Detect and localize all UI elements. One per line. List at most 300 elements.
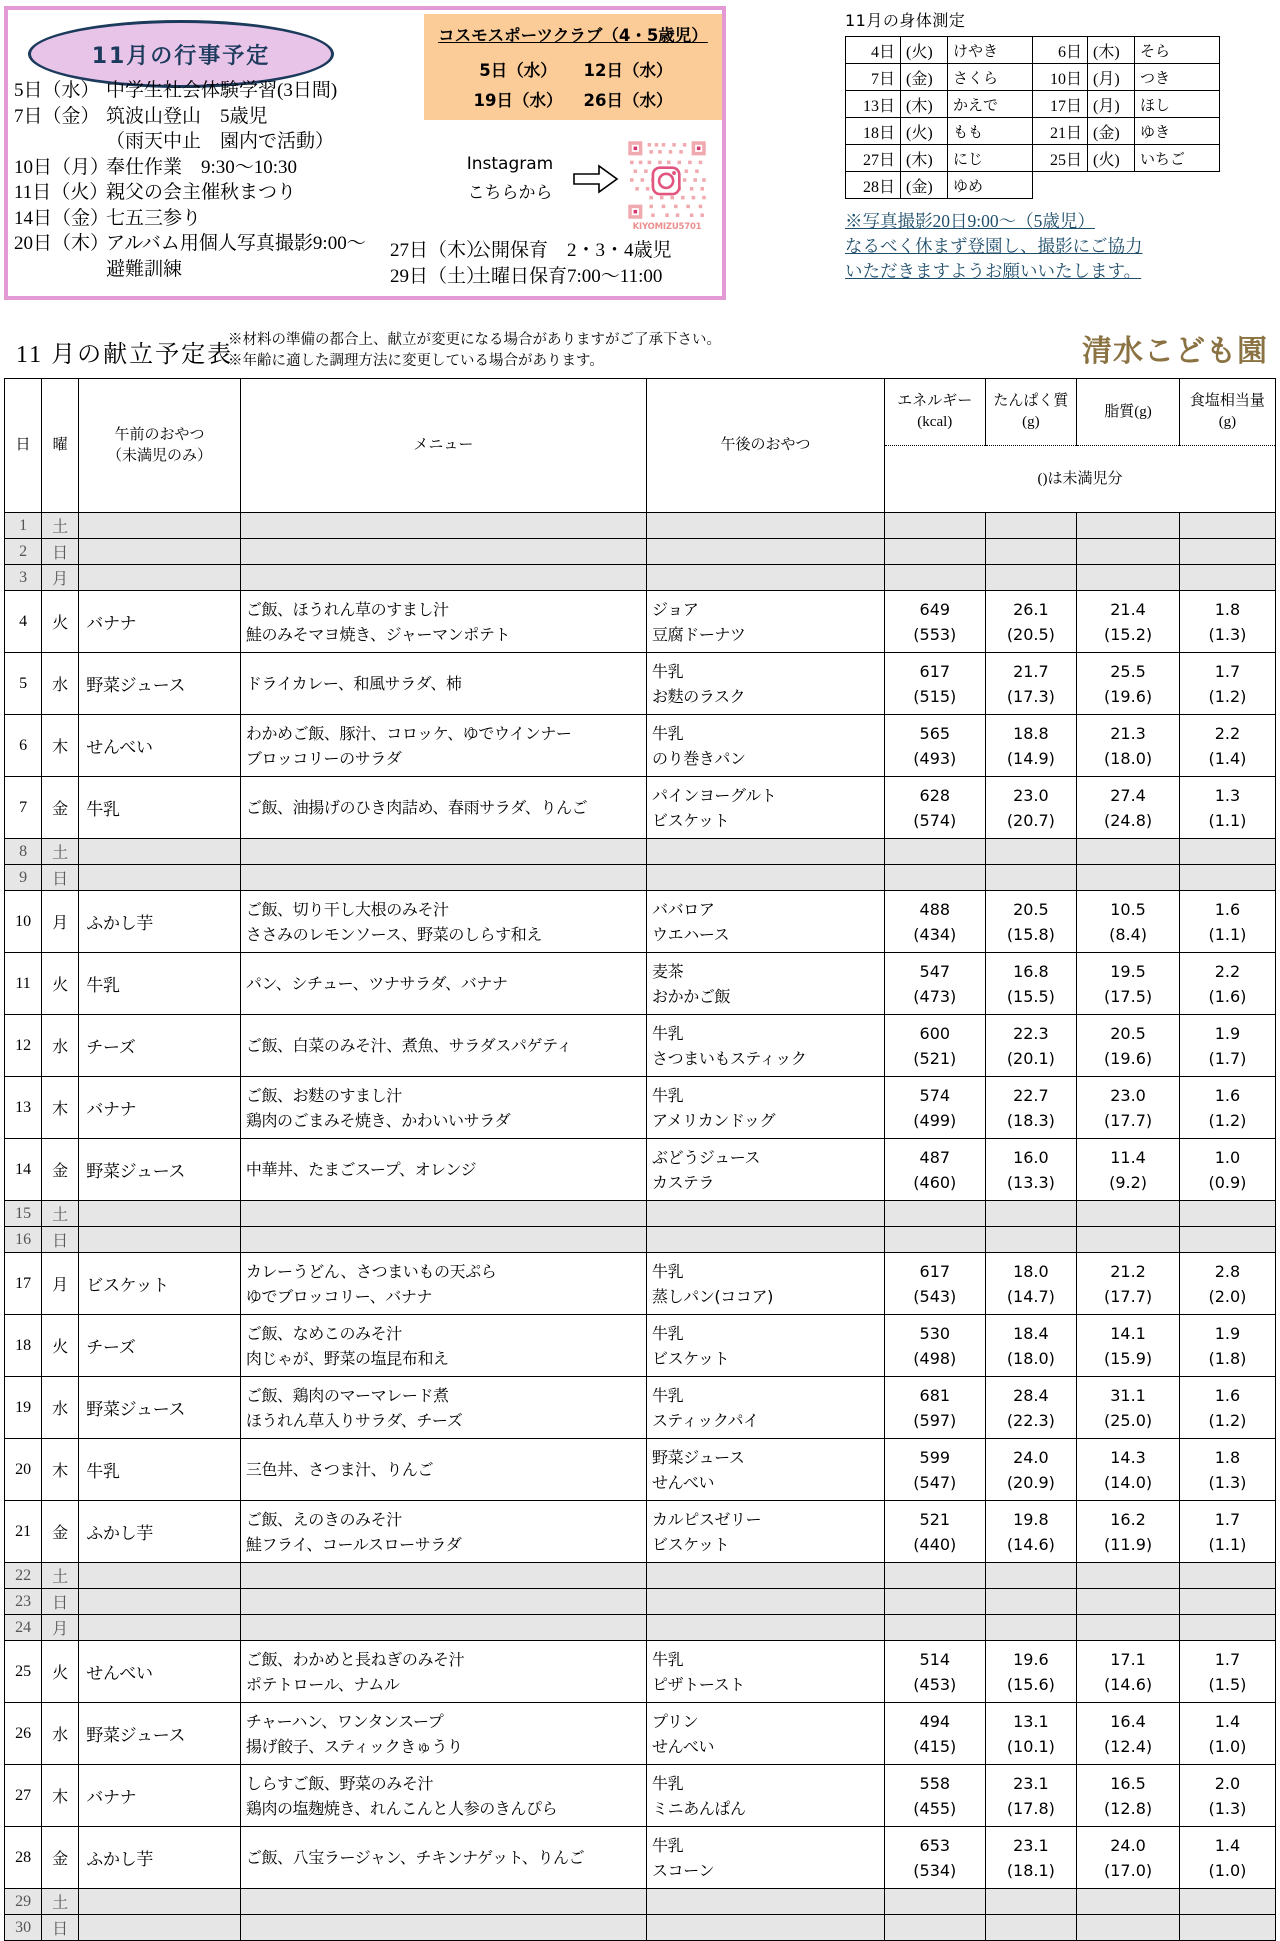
instagram-qr-code[interactable] (619, 136, 715, 232)
menu-am-snack: ふかし芋 (79, 1501, 241, 1563)
col-header-day: 日 (5, 379, 42, 513)
menu-dishes (240, 539, 646, 565)
menu-am-snack (79, 1227, 241, 1253)
table-row (5, 1315, 1276, 1377)
menu-protein-value: 19.6 (1013, 1649, 1049, 1669)
measurement-day: 21日 (1033, 118, 1088, 145)
sports-club-dates (424, 56, 722, 116)
menu-dishes (240, 953, 646, 1015)
menu-dow: 日 (42, 1915, 79, 1941)
menu-pm-snack-line: プリン (652, 1711, 699, 1731)
menu-protein-value: 19.8 (1013, 1509, 1049, 1529)
menu-energy (885, 1827, 985, 1889)
menu-section-header (0, 330, 1280, 375)
table-row (5, 1015, 1276, 1077)
measurement-empty-cell (1033, 172, 1088, 199)
menu-pm-snack-line: 牛乳 (652, 1023, 684, 1043)
menu-pm-snack-line: 野菜ジュース (652, 1447, 745, 1467)
menu-protein (985, 1315, 1077, 1377)
menu-fat (1077, 715, 1180, 777)
body-measurement-tbody (846, 37, 1220, 199)
menu-protein (985, 953, 1077, 1015)
menu-fat-under-age-value: (12.8) (1104, 1798, 1153, 1818)
menu-pm-snack (647, 1615, 885, 1641)
menu-protein (985, 1563, 1077, 1589)
menu-energy (885, 1439, 985, 1501)
menu-dish-line: ご飯、えのきのみそ汁 (245, 1509, 402, 1529)
menu-fat-value: 11.4 (1110, 1147, 1146, 1167)
menu-protein (985, 1139, 1077, 1201)
menu-dishes (240, 1077, 646, 1139)
menu-dow: 火 (42, 953, 79, 1015)
menu-energy-under-age-value: (460) (913, 1172, 957, 1192)
menu-salt-under-age-value: (1.2) (1208, 686, 1247, 706)
menu-day: 6 (5, 715, 42, 777)
col-header-energy-line2: (kcal) (917, 414, 953, 430)
menu-am-snack (79, 1563, 241, 1589)
menu-fat-value: 27.4 (1110, 785, 1146, 805)
menu-salt-under-age-value: (1.1) (1208, 810, 1247, 830)
menu-fat-under-age-value: (14.0) (1104, 1472, 1153, 1492)
menu-dow: 木 (42, 1439, 79, 1501)
menu-energy-value: 521 (919, 1509, 951, 1529)
menu-salt-under-age-value: (1.1) (1208, 1534, 1247, 1554)
menu-pm-snack-line: カルピスゼリー (652, 1509, 762, 1529)
menu-day: 25 (5, 1641, 42, 1703)
event-item (14, 104, 404, 130)
menu-dishes (240, 1439, 646, 1501)
menu-pm-snack (647, 1377, 885, 1439)
measurement-class-name: にじ (948, 145, 1033, 172)
table-row (5, 777, 1276, 839)
menu-dow: 金 (42, 1827, 79, 1889)
event-date: 14日（金） (14, 207, 110, 229)
menu-salt-value: 1.6 (1214, 899, 1241, 919)
menu-fat-value: 17.1 (1110, 1649, 1146, 1669)
menu-dishes (240, 865, 646, 891)
table-row (5, 1253, 1276, 1315)
menu-pm-snack (647, 865, 885, 891)
menu-energy (885, 1015, 985, 1077)
menu-salt-under-age-value: (1.2) (1208, 1410, 1247, 1430)
table-row (5, 1377, 1276, 1439)
measurement-class-name: ゆめ (948, 172, 1033, 199)
menu-salt-under-age-value: (1.3) (1208, 624, 1247, 644)
menu-dish-line: 三色丼、さつま汁、りんご (245, 1460, 434, 1479)
menu-pm-snack (647, 1139, 885, 1201)
menu-day: 28 (5, 1827, 42, 1889)
menu-salt-under-age-value: (1.5) (1208, 1674, 1247, 1694)
menu-salt (1179, 1641, 1275, 1703)
menu-salt (1179, 1201, 1275, 1227)
menu-pm-snack (647, 1227, 885, 1253)
menu-dishes (240, 839, 646, 865)
menu-fat (1077, 1015, 1180, 1077)
menu-protein (985, 1077, 1077, 1139)
menu-pm-snack (647, 715, 885, 777)
menu-energy-value: 530 (919, 1323, 951, 1343)
menu-pm-snack-line: 蒸しパン(ココア) (652, 1286, 773, 1306)
menu-energy (885, 1589, 985, 1615)
menu-protein-under-age-value: (15.6) (1006, 1674, 1055, 1694)
menu-energy-value: 599 (919, 1447, 951, 1467)
table-row (5, 953, 1276, 1015)
menu-fat-under-age-value: (19.6) (1104, 1048, 1153, 1068)
menu-pm-snack-line: ビスケット (652, 810, 730, 830)
menu-dish-line: ご飯、なめこのみそ汁 (245, 1323, 402, 1343)
menu-salt-value: 1.3 (1214, 785, 1241, 805)
menu-fat (1077, 1439, 1180, 1501)
menu-protein-under-age-value: (17.8) (1006, 1798, 1055, 1818)
menu-fat-under-age-value: (24.8) (1104, 810, 1153, 830)
menu-protein-value: 23.0 (1013, 785, 1049, 805)
menu-dow: 日 (42, 1227, 79, 1253)
menu-am-snack: 野菜ジュース (79, 1703, 241, 1765)
menu-fat (1077, 777, 1180, 839)
menu-energy (885, 1077, 985, 1139)
menu-salt-value: 2.2 (1214, 961, 1241, 981)
menu-pm-snack (647, 565, 885, 591)
menu-am-snack (79, 513, 241, 539)
menu-energy-value: 617 (919, 661, 951, 681)
menu-salt-under-age-value: (1.0) (1208, 1860, 1247, 1880)
menu-dow: 水 (42, 1015, 79, 1077)
measurement-day: 10日 (1033, 64, 1088, 91)
event-text: 土曜日保育7:00〜11:00 (472, 265, 663, 287)
photo-shoot-note-line: ※写真撮影20日9:00〜（5歳児） (845, 211, 1095, 231)
menu-dishes (240, 1889, 646, 1915)
menu-protein (985, 1015, 1077, 1077)
menu-salt-under-age-value: (1.6) (1208, 986, 1247, 1006)
menu-fat-under-age-value: (25.0) (1104, 1410, 1153, 1430)
menu-pm-snack (647, 891, 885, 953)
menu-dish-line: ドライカレー、和風サラダ、柿 (245, 674, 462, 693)
measurement-class-name: ゆき (1135, 118, 1220, 145)
menu-am-snack: バナナ (79, 591, 241, 653)
menu-dow: 土 (42, 1889, 79, 1915)
sports-club-title: コスモスポーツクラブ（4・5歳児） (438, 26, 708, 45)
menu-pm-snack-line: さつまいもスティック (652, 1048, 807, 1068)
menu-protein (985, 1915, 1077, 1941)
menu-fat-value: 16.4 (1110, 1711, 1146, 1731)
menu-energy-under-age-value: (434) (913, 924, 957, 944)
menu-fat (1077, 565, 1180, 591)
menu-pm-snack (647, 1827, 885, 1889)
menu-fat-value: 31.1 (1110, 1385, 1146, 1405)
table-row (5, 891, 1276, 953)
instagram-label (455, 150, 565, 208)
menu-energy (885, 1139, 985, 1201)
menu-dow: 木 (42, 1077, 79, 1139)
menu-fat-under-age-value: (18.0) (1104, 748, 1153, 768)
menu-pm-snack-line: アメリカンドッグ (652, 1110, 776, 1130)
measurement-class-name: さくら (948, 64, 1033, 91)
measurement-class-name: かえで (948, 91, 1033, 118)
menu-fat-under-age-value: (9.2) (1109, 1172, 1148, 1192)
measurement-day: 25日 (1033, 145, 1088, 172)
menu-energy-under-age-value: (493) (913, 748, 957, 768)
menu-energy (885, 953, 985, 1015)
menu-dow: 金 (42, 1501, 79, 1563)
table-row (5, 1915, 1276, 1941)
menu-protein-under-age-value: (17.3) (1006, 686, 1055, 706)
photo-shoot-note (845, 209, 1265, 284)
menu-energy-value: 600 (919, 1023, 951, 1043)
menu-day: 10 (5, 891, 42, 953)
col-header-am-snack-line1: 午前のおやつ (114, 426, 205, 443)
menu-pm-snack (647, 1315, 885, 1377)
menu-salt (1179, 1703, 1275, 1765)
menu-dow: 日 (42, 539, 79, 565)
menu-pm-snack (647, 1589, 885, 1615)
menu-day: 8 (5, 839, 42, 865)
menu-dishes (240, 1253, 646, 1315)
menu-pm-snack (647, 1077, 885, 1139)
menu-protein-under-age-value: (20.5) (1006, 624, 1055, 644)
menu-fat-value: 14.1 (1110, 1323, 1146, 1343)
menu-salt (1179, 1377, 1275, 1439)
menu-dish-line: ご飯、白菜のみそ汁、煮魚、サラダスパゲティ (245, 1036, 573, 1055)
menu-fat (1077, 891, 1180, 953)
menu-fat-under-age-value: (17.7) (1104, 1110, 1153, 1130)
menu-dish-line: 揚げ餃子、スティックきゅうり (245, 1736, 463, 1756)
menu-protein-under-age-value: (18.1) (1006, 1860, 1055, 1880)
measurement-day: 18日 (846, 118, 901, 145)
menu-fat (1077, 591, 1180, 653)
event-text-continuation: （雨天中止 園内で活動） (106, 131, 335, 152)
menu-fat (1077, 1703, 1180, 1765)
menu-energy-value: 653 (919, 1835, 951, 1855)
menu-protein-under-age-value: (14.6) (1006, 1534, 1055, 1554)
menu-dish-line: わかめご飯、豚汁、コロッケ、ゆでウインナー (245, 723, 572, 743)
menu-fat (1077, 1077, 1180, 1139)
menu-dishes (240, 1827, 646, 1889)
menu-protein (985, 513, 1077, 539)
menu-pm-snack (647, 1501, 885, 1563)
menu-energy-under-age-value: (498) (913, 1348, 957, 1368)
menu-dow: 木 (42, 1765, 79, 1827)
menu-fat (1077, 1889, 1180, 1915)
menu-salt-value: 1.7 (1214, 1509, 1241, 1529)
table-row (5, 1889, 1276, 1915)
measurement-class-name: ほし (1135, 91, 1220, 118)
menu-energy (885, 1227, 985, 1253)
menu-fat-under-age-value: (8.4) (1109, 924, 1148, 944)
menu-energy (885, 1315, 985, 1377)
menu-protein (985, 1377, 1077, 1439)
menu-dish-line: ご飯、ほうれん草のすまし汁 (245, 599, 449, 619)
menu-pm-snack (647, 539, 885, 565)
measurement-dow: (金) (901, 172, 948, 199)
menu-salt (1179, 715, 1275, 777)
menu-day: 21 (5, 1501, 42, 1563)
menu-pm-snack-line: ウエハース (652, 924, 730, 944)
menu-protein-under-age-value: (20.9) (1006, 1472, 1055, 1492)
menu-day: 27 (5, 1765, 42, 1827)
menu-energy (885, 865, 985, 891)
menu-dish-line: 鮭のみそマヨ焼き、ジャーマンポテト (245, 624, 511, 644)
menu-pm-snack (647, 1889, 885, 1915)
menu-salt (1179, 1253, 1275, 1315)
menu-dow: 火 (42, 1641, 79, 1703)
menu-am-snack (79, 1615, 241, 1641)
menu-am-snack: ふかし芋 (79, 1827, 241, 1889)
menu-day: 15 (5, 1201, 42, 1227)
menu-fat-value: 24.0 (1110, 1835, 1146, 1855)
menu-dish-line: カレーうどん、さつまいもの天ぷら (245, 1261, 497, 1281)
menu-dish-line: 鶏肉のごまみそ焼き、かわいいサラダ (245, 1110, 511, 1130)
event-text: 公開保育 2・3・4歳児 (472, 240, 672, 261)
menu-energy-under-age-value: (473) (913, 986, 957, 1006)
menu-fat-value: 23.0 (1110, 1085, 1146, 1105)
menu-pm-snack-line: スコーン (652, 1860, 715, 1880)
menu-salt (1179, 1889, 1275, 1915)
menu-salt-value: 1.7 (1214, 1649, 1241, 1669)
menu-dishes (240, 891, 646, 953)
menu-fat-value: 10.5 (1110, 899, 1146, 919)
col-header-dow: 曜 (42, 379, 79, 513)
menu-day: 12 (5, 1015, 42, 1077)
menu-protein (985, 539, 1077, 565)
menu-energy-value: 617 (919, 1261, 951, 1281)
event-schedule-list (14, 78, 404, 282)
menu-energy (885, 1641, 985, 1703)
menu-protein (985, 1589, 1077, 1615)
menu-energy (885, 591, 985, 653)
measurement-class-name: そら (1135, 37, 1220, 64)
menu-day: 29 (5, 1889, 42, 1915)
menu-pm-snack-line: せんべい (652, 1736, 715, 1756)
menu-energy (885, 565, 985, 591)
table-row (5, 1589, 1276, 1615)
menu-fat (1077, 865, 1180, 891)
menu-energy (885, 653, 985, 715)
menu-notes (228, 330, 721, 372)
menu-am-snack (79, 1889, 241, 1915)
menu-protein-value: 26.1 (1013, 599, 1049, 619)
menu-fat-under-age-value: (15.9) (1104, 1348, 1153, 1368)
table-row (5, 1077, 1276, 1139)
menu-am-snack: バナナ (79, 1765, 241, 1827)
menu-energy-value: 649 (919, 599, 951, 619)
menu-fat-under-age-value: (11.9) (1104, 1534, 1153, 1554)
menu-salt (1179, 1765, 1275, 1827)
event-text: 七五三参り (106, 207, 202, 229)
menu-fat-under-age-value: (17.7) (1104, 1286, 1153, 1306)
qr-code-caption: KIYOMIZU5701 (632, 222, 702, 232)
menu-dish-line: チャーハン、ワンタンスープ (245, 1711, 444, 1731)
table-row (5, 1563, 1276, 1589)
event-item (14, 78, 404, 104)
menu-energy-value: 565 (919, 723, 951, 743)
menu-energy-under-age-value: (553) (913, 624, 957, 644)
menu-day: 17 (5, 1253, 42, 1315)
menu-salt-under-age-value: (1.2) (1208, 1110, 1247, 1130)
menu-protein-value: 16.0 (1013, 1147, 1049, 1167)
menu-day: 26 (5, 1703, 42, 1765)
menu-note-line: ※材料の準備の都合上、献立が変更になる場合がありますがご了承下さい。 (228, 332, 721, 348)
menu-salt (1179, 777, 1275, 839)
menu-am-snack: せんべい (79, 715, 241, 777)
menu-dish-line: ほうれん草入りサラダ、チーズ (245, 1410, 463, 1430)
right-arrow-icon (573, 164, 619, 199)
menu-pm-snack (647, 1915, 885, 1941)
sports-club-box (424, 14, 722, 120)
measurement-dow: (月) (1088, 64, 1135, 91)
menu-energy (885, 715, 985, 777)
measurement-dow: (火) (901, 118, 948, 145)
menu-protein (985, 1201, 1077, 1227)
menu-pm-snack-line: ババロア (652, 899, 715, 919)
menu-salt (1179, 1563, 1275, 1589)
menu-protein-under-age-value: (14.9) (1006, 748, 1055, 768)
menu-pm-snack-line: 牛乳 (652, 661, 684, 681)
menu-pm-snack (647, 1201, 885, 1227)
menu-salt-under-age-value: (1.3) (1208, 1472, 1247, 1492)
event-text: 親父の会主催秋まつり (106, 182, 297, 203)
menu-dow: 土 (42, 1563, 79, 1589)
menu-fat-under-age-value: (17.0) (1104, 1860, 1153, 1880)
menu-table-body (5, 513, 1276, 1941)
qr-code-icon (623, 136, 711, 224)
event-item (14, 180, 404, 206)
menu-dow: 月 (42, 1253, 79, 1315)
menu-energy-value: 494 (919, 1711, 951, 1731)
menu-energy-under-age-value: (515) (913, 686, 957, 706)
menu-am-snack: ビスケット (79, 1253, 241, 1315)
measurement-day: 6日 (1033, 37, 1088, 64)
menu-dow: 木 (42, 715, 79, 777)
menu-salt-value: 1.7 (1214, 661, 1241, 681)
table-row (5, 1827, 1276, 1889)
event-text: 筑波山登山 5歳児 (106, 105, 268, 127)
menu-pm-snack-line: ミニあんぱん (652, 1798, 746, 1818)
menu-fat (1077, 953, 1180, 1015)
menu-energy (885, 1889, 985, 1915)
body-measurement-section (845, 8, 1265, 284)
menu-fat (1077, 1827, 1180, 1889)
menu-am-snack: 野菜ジュース (79, 1139, 241, 1201)
instagram-label-line2: こちらから (467, 183, 553, 203)
menu-salt (1179, 1227, 1275, 1253)
instagram-glyph-icon (653, 168, 679, 194)
event-date: 11日（火） (14, 182, 109, 203)
menu-fat (1077, 839, 1180, 865)
sports-club-date: 12日（水） (583, 61, 673, 80)
measurement-class-name: けやき (948, 37, 1033, 64)
menu-pm-snack-line: お麩のラスク (652, 686, 746, 706)
event-text: 中学生社会体験学習(3日間) (106, 80, 338, 101)
menu-am-snack: 牛乳 (79, 953, 241, 1015)
table-row (5, 1703, 1276, 1765)
menu-day: 23 (5, 1589, 42, 1615)
table-row (5, 1765, 1276, 1827)
table-row (5, 1201, 1276, 1227)
menu-day: 7 (5, 777, 42, 839)
menu-salt (1179, 1615, 1275, 1641)
menu-protein (985, 1227, 1077, 1253)
menu-protein (985, 1827, 1077, 1889)
col-header-am-snack-line2: （未満児のみ） (107, 447, 213, 464)
menu-dish-line: ご飯、わかめと長ねぎのみそ汁 (245, 1649, 465, 1669)
menu-protein-value: 16.8 (1013, 961, 1049, 981)
menu-dish-line: ゆでブロッコリー、バナナ (245, 1286, 433, 1306)
menu-salt-value: 1.6 (1214, 1085, 1241, 1105)
menu-salt-under-age-value: (1.3) (1208, 1798, 1247, 1818)
menu-fat-value: 14.3 (1110, 1447, 1146, 1467)
menu-am-snack: せんべい (79, 1641, 241, 1703)
menu-salt (1179, 539, 1275, 565)
